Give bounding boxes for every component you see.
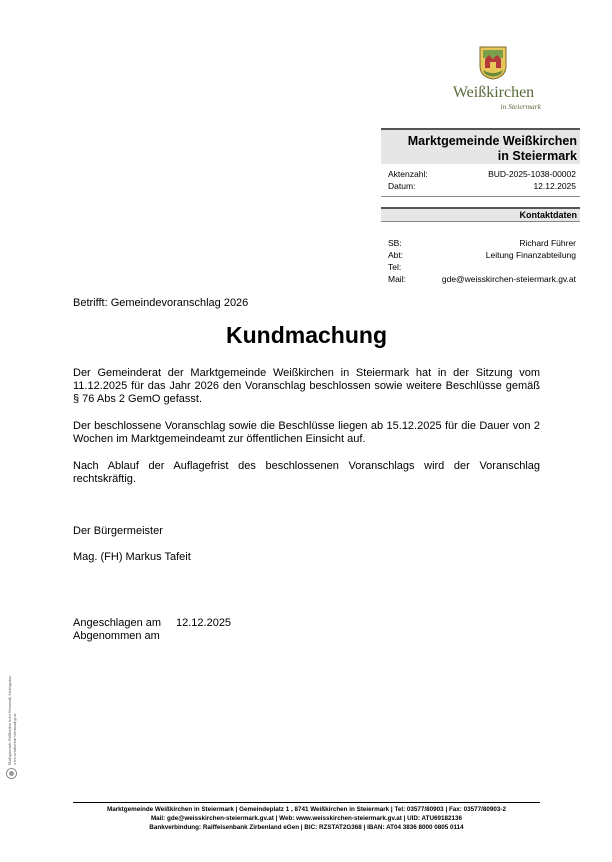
contact-label: Mail: <box>388 274 406 284</box>
contact-row-tel <box>381 261 580 273</box>
logo-wordmark: Weißkirchen <box>452 84 535 101</box>
footer-address: Marktgemeinde Weißkirchen in Steiermark | Gemeindeplatz 1 , 8741 Weißkirchen in Steiermark | Tel: 03577/80903 | Fax: 03577/80903-2 <box>106 806 507 813</box>
posted-date: 12.12.2025 <box>176 617 232 629</box>
file-number-label: Aktenzahl: <box>388 169 428 179</box>
signature-name: Mag. (FH) Markus Tafeit <box>73 551 191 563</box>
official-seal-icon <box>6 768 17 779</box>
contact-value: Leitung Finanzabteilung <box>485 250 576 260</box>
office-header <box>381 128 580 164</box>
contact-header: Kontaktdaten <box>381 207 580 221</box>
contact-row-abt <box>381 249 580 261</box>
file-number-value: BUD-2025-1038-00002 <box>488 169 576 179</box>
divider <box>381 192 580 197</box>
contact-row-sb <box>381 237 580 249</box>
side-note-line1: Marktgemeinde Weißkirchen in der Steiermark, Amtssignatur, <box>8 675 12 765</box>
date-label: Datum: <box>388 181 416 191</box>
side-note-line2: www.weisskirchen-steiermark.gv.at <box>13 713 17 765</box>
removed-label: Abgenommen am <box>73 630 160 642</box>
contact-email[interactable]: gde@weisskirchen-steiermark.gv.at <box>441 274 576 284</box>
contact-label: Tel: <box>388 262 402 272</box>
contact-label: Abt: <box>388 250 404 260</box>
document-headline: Kundmachung <box>226 322 387 348</box>
contact-value: Richard Führer <box>519 238 576 248</box>
signature-side-note <box>5 640 19 780</box>
coat-of-arms-icon <box>479 46 507 80</box>
date-row <box>381 180 580 192</box>
posted-label: Angeschlagen am <box>73 617 162 629</box>
contact-label: SB: <box>388 238 402 248</box>
contact-row-mail <box>381 273 580 285</box>
footer-bank: Bankverbindung: Raiffeisenbank Zirbenland eGen | BIC: RZSTAT2G368 | IBAN: AT04 3836 8000 0805 0114 <box>149 824 464 831</box>
info-box <box>381 128 580 285</box>
paragraph: Der Gemeinderat der Marktgemeinde Weißkirchen in Steiermark hat in der Sitzung vom 11.12.2025 für das Jahr 2026 den Voranschlag beschlossen sowie weitere Beschlüsse gemäß § 76 Abs 2 GemO gefasst. <box>73 367 540 405</box>
page-footer <box>73 802 540 832</box>
signature-role: Der Bürgermeister <box>73 525 163 537</box>
subject-line: Betrifft: Gemeindevoranschlag 2026 <box>73 297 249 309</box>
footer-contact: Mail: gde@weisskirchen-steiermark.gv.at | Web: www.weisskirchen-steiermark.gv.at | UID: ATU69182136 <box>150 815 463 822</box>
logo-subtitle: in Steiermark <box>500 102 541 111</box>
date-value: 12.12.2025 <box>533 181 576 191</box>
office-name-line2: in Steiermark <box>497 149 577 163</box>
file-number-row <box>381 168 580 180</box>
paragraph: Der beschlossene Voranschlag sowie die Beschlüsse liegen ab 15.12.2025 für die Dauer von 2 Wochen im Marktgemeindeamt zur öffentlichen Einsicht auf. <box>73 420 540 445</box>
paragraph: Nach Ablauf der Auflagefrist des beschlossenen Voranschlags wird der Voranschlag rechtskräftig. <box>73 460 540 485</box>
office-name-line1: Marktgemeinde Weißkirchen <box>407 134 577 148</box>
